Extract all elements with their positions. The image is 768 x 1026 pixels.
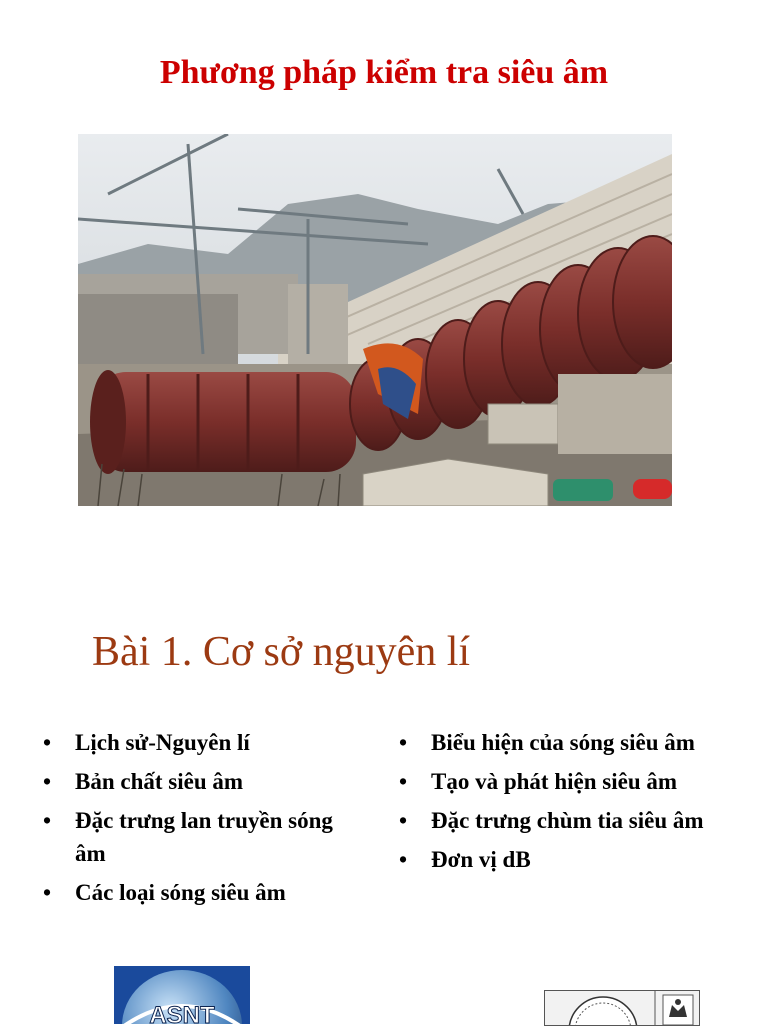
seal-logo xyxy=(544,990,700,1026)
list-item: • Bản chất siêu âm xyxy=(41,765,361,798)
bullet-list-right xyxy=(397,726,727,882)
lesson-heading: Bài 1. Cơ sở nguyên lí xyxy=(92,629,471,675)
list-item: • Lịch sử-Nguyên lí xyxy=(41,726,361,759)
list-item: • Các loại sóng siêu âm xyxy=(41,876,361,909)
list-item: • Đặc trưng chùm tia siêu âm xyxy=(397,804,727,837)
asnt-logo-text: ASNT xyxy=(149,1002,215,1024)
list-item: • Đơn vị dB xyxy=(397,843,727,876)
slide-title: Phương pháp kiểm tra siêu âm xyxy=(159,54,609,91)
list-item: • Đặc trưng lan truyền sóng âm xyxy=(41,804,361,870)
bullet-list-left xyxy=(41,726,361,915)
list-item: • Tạo và phát hiện siêu âm xyxy=(397,765,727,798)
asnt-logo xyxy=(114,966,250,1024)
dam-construction-photo xyxy=(78,134,672,506)
list-item: • Biểu hiện của sóng siêu âm xyxy=(397,726,727,759)
